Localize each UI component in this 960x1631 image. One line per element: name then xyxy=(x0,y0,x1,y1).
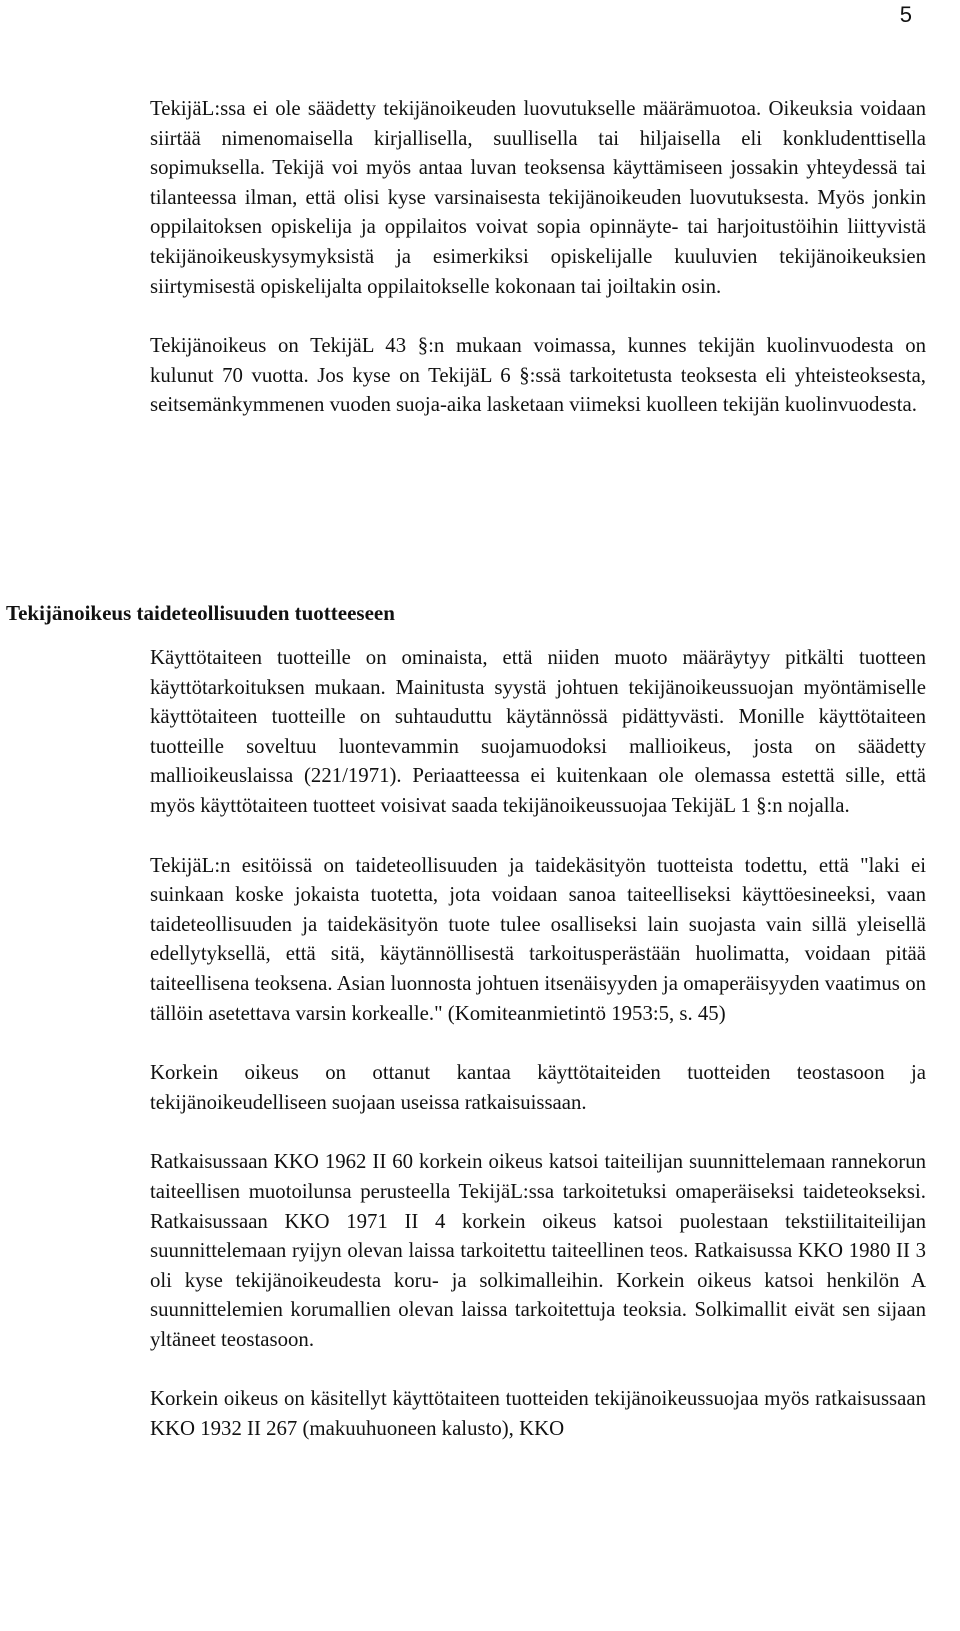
paragraph: Korkein oikeus on käsitellyt käyttötaiteen tuotteiden tekijänoikeussuojaa myös ratkaisussaan KKO 1932 II 267 (makuuhuoneen kalusto), KKO xyxy=(150,1387,926,1441)
section-heading: Tekijänoikeus taideteollisuuden tuotteeseen xyxy=(6,601,395,625)
paragraph: Korkein oikeus on ottanut kantaa käyttötaiteiden tuotteiden teostasoon ja tekijänoikeudelliseen suojaan useissa ratkaisuissaan. xyxy=(150,1061,926,1114)
paragraph: TekijäL:n esitöissä on taideteollisuuden ja taidekäsityön tuotteista todettu, että "laki ei suinkaan koske jokaista tuotetta, jota voidaan sanoa taiteelliseksi käyttöesineeksi, vaan taideteollisuuden ja taidekäsityön tuote tulee osalliseksi lain suojasta vain sillä yleisellä edellytyksellä, että sitä, käytännöllisestä tarkoitusperästään huolimatta, voidaan pitää taiteellisena teoksena. Asian luonnosta johtuen itsenäisyyden ja omaperäisyyden vaatimus on tällöin asetettava varsin korkealle." (Komiteanmietintö 1953:5, s. 45) xyxy=(150,853,926,1025)
paragraph: Käyttötaiteen tuotteille on ominaista, että niiden muoto määräytyy pitkälti tuotteen käyttötarkoituksen mukaan. Mainitusta syystä johtuen tekijänoikeussuojan myöntämiselle käyttötaiteen tuotteille on suhtauduttu käytännössä pidättyvästi. Monille käyttötaiteen tuotteille soveltuu luontevammin suojamuodoksi mallioikeus, josta on säädetty mallioikeuslaissa (221/1971). Periaatteessa ei kuitenkaan ole olemassa estettä sille, että myös käyttötaiteen tuotteet voisivat saada tekijänoikeussuojaa TekijäL 1 §:n nojalla. xyxy=(150,646,926,817)
body-text-top xyxy=(150,94,926,450)
body-text-bottom xyxy=(150,643,926,1474)
page-number: 5 xyxy=(899,2,912,27)
paragraph: Ratkaisussaan KKO 1962 II 60 korkein oikeus katsoi taiteilijan suunnittelemaan rannekorun taiteellisen muotoilunsa perusteella TekijäL:ssa tarkoitetuksi omaperäiseksi taideteokseksi. Ratkaisussaan KKO 1971 II 4 korkein oikeus katsoi puolestaan tekstiilitaiteilijan suunnittelemaan ryijyn olevan laissa tarkoitettu taiteellinen teos. Ratkaisussa KKO 1980 II 3 oli kyse tekijänoikeudesta koru- ja solkimalleihin. Korkein oikeus katsoi henkilön A suunnittelemien korumallien olevan laissa tarkoitettuja teoksia. Solkimallit eivät sen sijaan yltäneet teostasoon. xyxy=(150,1150,926,1351)
paragraph: Tekijänoikeus on TekijäL 43 §:n mukaan voimassa, kunnes tekijän kuolinvuodesta on kulunut 70 vuotta. Jos kyse on TekijäL 6 §:ssä tarkoitetusta teoksesta eli yhteisteoksesta, seitsemänkymmenen vuoden suoja-aika lasketaan viimeksi kuolleen tekijän kuolinvuodesta. xyxy=(150,334,926,417)
paragraph: TekijäL:ssa ei ole säädetty tekijänoikeuden luovutukselle määrämuotoa. Oikeuksia voidaan siirtää nimenomaisella kirjallisella, suullisella tai hiljaisella eli konkludenttisella sopimuksella. Tekijä voi myös antaa luvan teoksensa käyttämiseen jossakin yhteydessä tai tilanteessa ilman, että olisi kyse varsinaisesta tekijänoikeuden luovutuksesta. Myös jonkin oppilaitoksen opiskelija ja oppilaitos voivat sopia opinnäyte- tai harjoitustöihin liittyvistä tekijänoikeuskysymyksistä ja esimerkiksi opiskelijalle kuuluvien tekijänoikeuksien siirtymisestä opiskelijalta oppilaitokselle kokonaan tai joiltakin osin. xyxy=(150,97,926,298)
